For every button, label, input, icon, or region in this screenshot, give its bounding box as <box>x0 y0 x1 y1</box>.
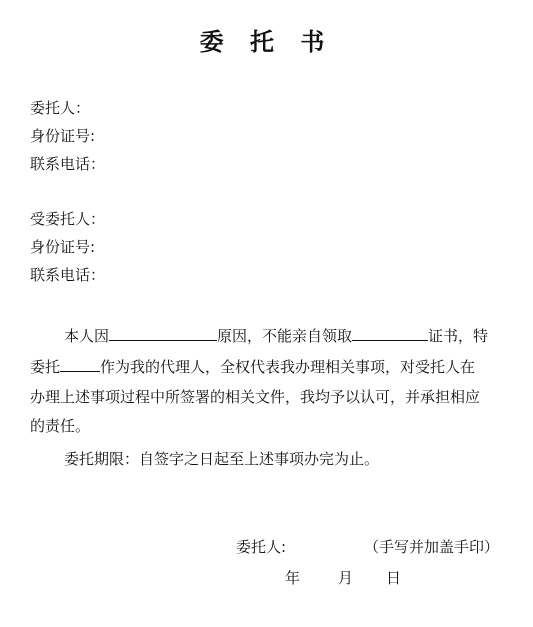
body-line-2 <box>30 356 505 377</box>
agent-phone-label: 联系电话： <box>30 266 106 284</box>
body-text: 证书，特 <box>428 327 489 345</box>
body-text: 原因，不能亲自领取 <box>217 327 353 345</box>
body-line-3: 办理上述事项过程中所签署的相关文件，我均予以认可，并承担相应 <box>30 388 481 406</box>
reason-blank[interactable] <box>109 325 217 341</box>
date-month-label: 月 <box>338 569 354 587</box>
body-text: 本人因 <box>64 327 110 345</box>
principal-id-label: 身份证号: <box>30 127 96 145</box>
agent-name-label: 受委托人： <box>30 210 106 228</box>
document-title: 委 托 书 <box>199 27 334 56</box>
agent-name-blank[interactable] <box>60 356 100 372</box>
validity-line <box>30 449 505 469</box>
date-day-label: 日 <box>386 569 402 587</box>
signature-note: （手写并加盖手印） <box>364 538 500 556</box>
signature-label: 委托人: <box>236 538 287 556</box>
date-year-label: 年 <box>285 569 301 587</box>
body-line-1 <box>30 325 505 346</box>
principal-name-label: 委托人： <box>30 99 91 117</box>
agent-id-label: 身份证号: <box>30 238 96 256</box>
body-text: 作为我的代理人，全权代表我办理相关事项，对受托人在 <box>100 358 476 376</box>
body-line-4: 的责任。 <box>30 417 91 435</box>
body-text: 委托 <box>30 358 61 376</box>
certificate-blank[interactable] <box>352 325 428 341</box>
validity-text: 委托期限：自签字之日起至上述事项办完为止。 <box>64 450 380 468</box>
principal-phone-label: 联系电话： <box>30 155 106 173</box>
